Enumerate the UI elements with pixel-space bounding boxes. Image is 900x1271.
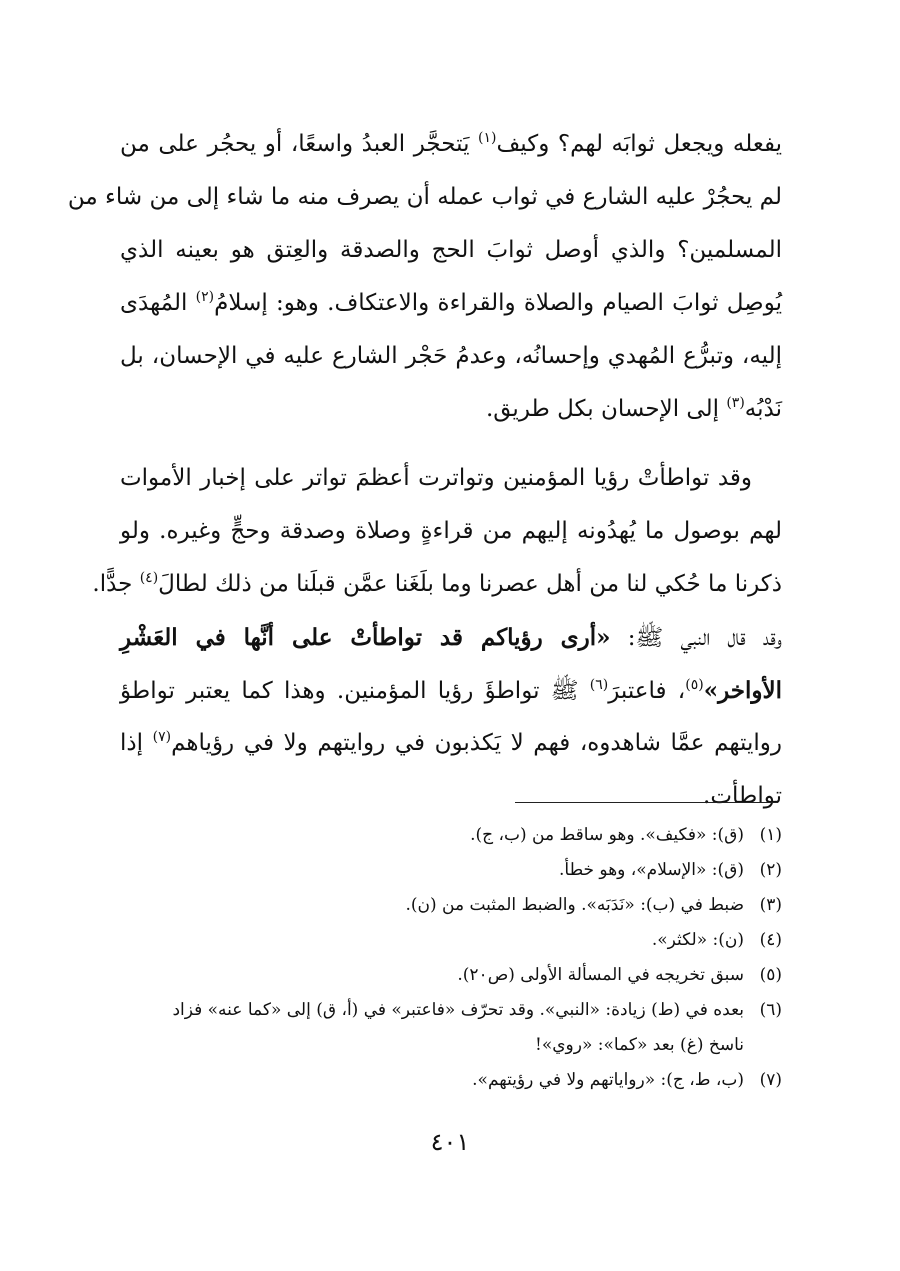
footnote	[120, 993, 782, 1063]
footnote	[120, 923, 782, 958]
text-line: تواطأت.	[703, 783, 782, 809]
footnote	[120, 818, 782, 853]
main-text	[67, 118, 782, 823]
footnote	[120, 958, 782, 993]
footnote-ref[interactable]: (١)	[478, 130, 497, 146]
footnote-ref[interactable]: (٤)	[139, 570, 159, 586]
footnote-text: (ب، ط، ج): «رواياتهم ولا في رؤيتهم».	[472, 1070, 744, 1090]
text-line: وقد قال النبي ﷺ: «أرى رؤياكم قد تواطأتْ على أنَّها في العَشْرِ	[120, 624, 782, 651]
text-line: لهم بوصول ما يُهدُونه إليهم من قراءةٍ وصلاة وصدقة وحجٍّ وغيره. ولو	[120, 518, 782, 544]
footnote-text: سبق تخريجه في المسألة الأولى (ص٢٠).	[457, 965, 744, 985]
paragraph-gap	[120, 436, 782, 452]
footnote-text: (ق): «فكيف». وهو ساقط من (ب، ج).	[470, 825, 744, 845]
footnote-ref[interactable]: (٦)	[589, 677, 609, 693]
hadith-quote: «أرى رؤياكم قد تواطأتْ على أنَّها في العَشْرِ	[120, 624, 611, 651]
text-line: يُوصِل ثوابَ الصيام والصلاة والقراءة والاعتكاف. وهو: إسلامُ$^{(٢)}$ المُهدَى	[120, 289, 782, 316]
footnote-number: (٦)	[759, 1000, 782, 1020]
text-line: إليه، وتبرُّع المُهدي وإحسانُه، وعدمُ حَجْر الشارع عليه في الإحسان، بل	[120, 343, 782, 369]
text-line: ذكرنا ما حُكي لنا من أهل عصرنا وما بلَغَنا عمَّن قبلَنا من ذلك لطالَ$^{(٤)}$ جدًّا.	[92, 570, 782, 597]
footnote	[120, 853, 782, 888]
page-number: ٤٠١	[430, 1128, 470, 1156]
text-line: نَدْبُه$^{(٣)}$ إلى الإحسان بكل طريق.	[485, 395, 782, 422]
footnote	[120, 1063, 782, 1098]
footnote-number: (٢)	[759, 860, 782, 880]
footnote-number: (١)	[759, 825, 782, 845]
footnote-ref[interactable]: (٣)	[726, 395, 745, 411]
text-line: الأواخر»$^{(٥)}$، فاعتبرَ$^{(٦)}$ ﷺ تواطؤَ رؤيا المؤمنين. وهذا كما يعتبر تواطؤ	[120, 677, 782, 704]
hadith-quote: الأواخر»	[703, 677, 782, 704]
footnote-text: ضبط في (ب): «نَدَبَه». والضبط المثبت من (ن).	[405, 895, 744, 915]
text-line: لم يحجُرْ عليه الشارع في ثواب عمله أن يصرف منه ما شاء إلى من شاء من	[67, 184, 782, 210]
footnote-ref[interactable]: (٧)	[152, 729, 172, 745]
footnote-number: (٥)	[759, 965, 782, 985]
footnote-text: ناسخ (غ) بعد «كما»: «روي»!	[535, 1035, 744, 1055]
footnote-number: (٣)	[759, 895, 782, 915]
footnotes	[120, 818, 782, 1098]
text-line: روايتهم عمَّا شاهدوه، فهم لا يَكذبون في روايتهم ولا في رؤياهم$^{(٧)}$ إذا	[120, 729, 782, 756]
footnote-text: بعده في (ط) زيادة: «النبي». وقد تحرّف «فاعتبر» في (أ، ق) إلى «كما عنه» فزاد	[172, 1000, 744, 1020]
footnote-ref[interactable]: (٢)	[195, 289, 215, 305]
text-line: يفعله ويجعل ثوابَه لهم؟ وكيف$^{(١)}$ يَتحجَّر العبدُ واسعًا، أو يحجُر على من	[120, 130, 782, 157]
footnote-ref[interactable]: (٥)	[685, 677, 704, 693]
footnote-separator	[515, 802, 778, 803]
footnote-text: (ق): «الإسلام»، وهو خطأ.	[558, 860, 744, 880]
text-line: وقد تواطأتْ رؤيا المؤمنين وتواترت أعظمَ تواتر على إخبار الأموات	[120, 465, 752, 491]
footnote	[120, 888, 782, 923]
footnote-text: (ن): «لكثر».	[651, 930, 744, 950]
footnote-number: (٤)	[759, 930, 782, 950]
text-line: المسلمين؟ والذي أوصل ثوابَ الحج والصدقة والعِتق هو بعينه الذي	[120, 237, 782, 263]
footnote-number: (٧)	[759, 1070, 782, 1090]
